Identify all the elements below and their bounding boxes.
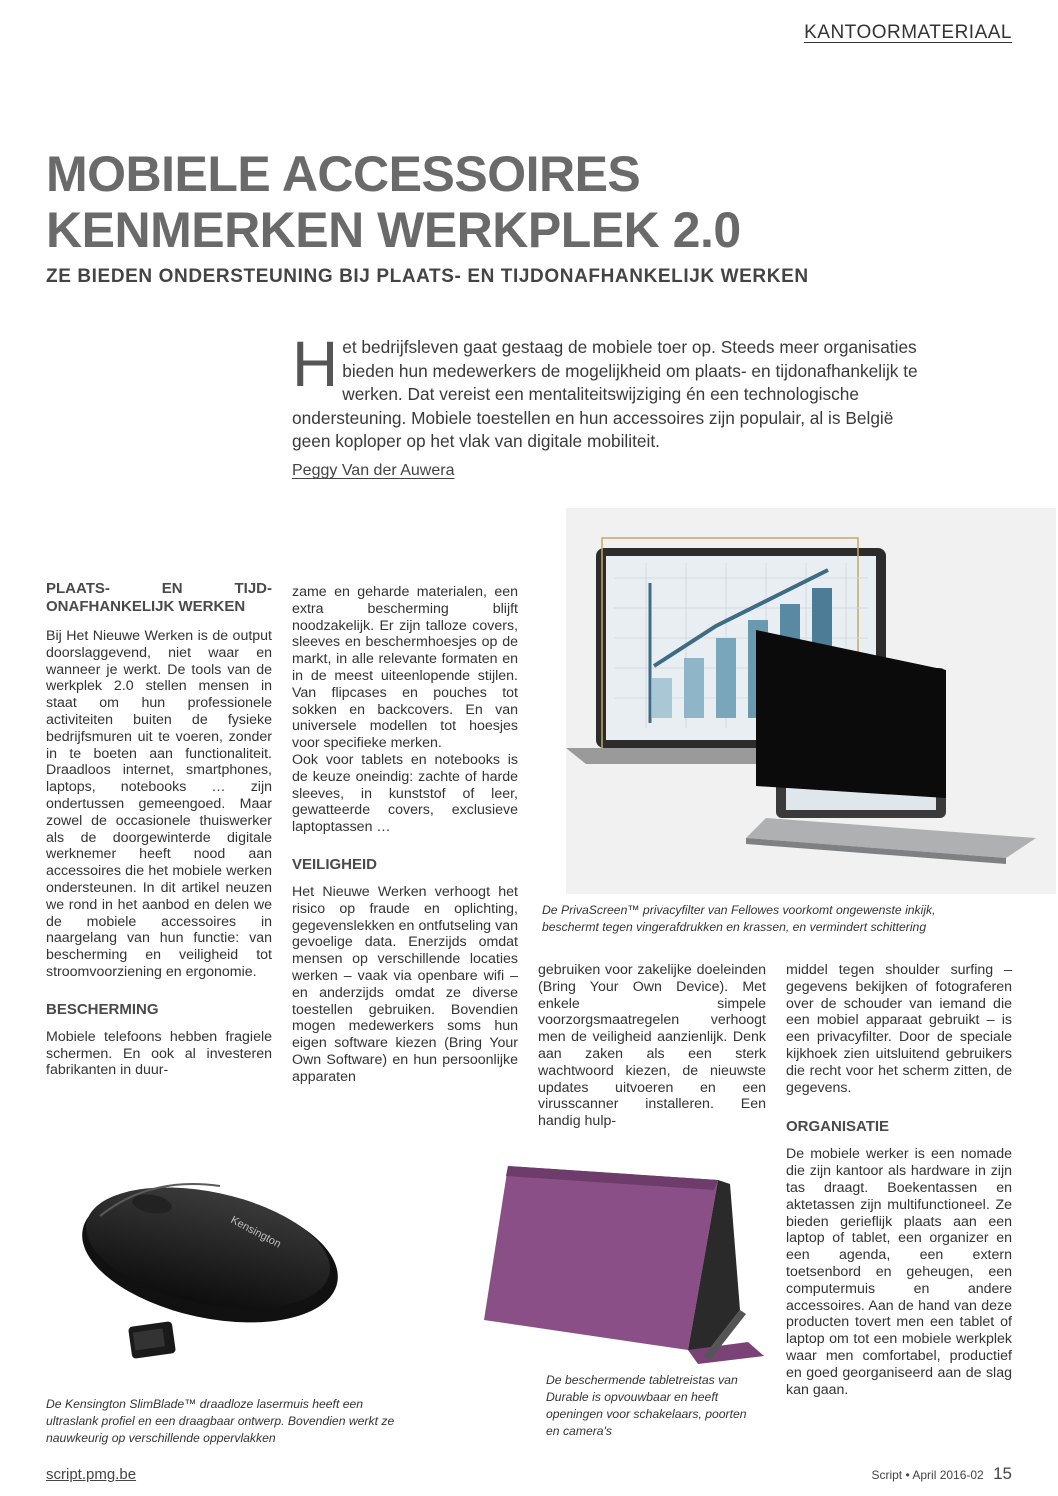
column-4 xyxy=(786,962,1012,1398)
article-author[interactable]: Peggy Van der Auwera xyxy=(292,462,455,479)
footer-issue xyxy=(871,1464,1012,1484)
article-title xyxy=(46,146,946,258)
column-1 xyxy=(46,580,272,1079)
title-line-2: KENMERKEN WERKPLEK 2.0 xyxy=(46,202,741,258)
footer-issue-text: Script • April 2016-02 xyxy=(871,1468,984,1482)
mouse-caption: De Kensington SlimBlade™ draadloze lasermuis heeft een ultraslank profiel en een draagbaar ontwerp. Bovendien werkt ze nauwkeurig op verschillende oppervlakken xyxy=(46,1397,395,1445)
col2-paragraph-1: zame en geharde materialen, een extra bescherming blijft noodzakelijk. Er zijn talloze covers, sleeves en beschermhoesjes op de markt, in alle relevante formaten en in de meest uiteenlopende stijlen. Van flipcases en pouches tot sokken en backcovers. En van universele modellen tot hoesjes voor specifieke merken. xyxy=(292,584,518,752)
privascreen-caption: De PrivaScreen™ privacyfilter van Fellowes voorkomt ongewenste inkijk, beschermt tegen vingerafdrukken en krassen, en vermindert schittering xyxy=(542,903,936,934)
title-line-1: MOBIELE ACCESSOIRES xyxy=(46,146,641,202)
col4-paragraph-2: De mobiele werker is een nomade die zijn kantoor als hardware in zijn tas draagt. Boekentassen en aktetassen zijn multifunctioneel. Ze bieden gerieflijk plaats aan een laptop of tablet, een organizer en een agenda, een extern toetsenbord en geheugen, een computermuis en andere accessoires. Aan de hand van deze producten tovert men een tablet of laptop om tot een mobiele werkplek waar men comfortabel, productief en goed georganiseerd aan de slag kan gaan. xyxy=(786,1146,1012,1398)
col1-paragraph-1: Bij Het Nieuwe Werken is de output doorslaggevend, niet waar en wanneer je werkt. De tools van de werkplek 2.0 stellen mensen in staat om hun professionele activiteiten buiten de fysieke bedrijfsmuren uit te voeren, zonder in te boeten aan functionaliteit. Draadloos internet, smartphones, laptops, notebooks … zijn ondertussen gemeengoed. Maar zowel de occasionele thuiswerker als de doorgewinterde digitale werknemer heeft nood aan accessoires die het mobiele werken ondersteunen. In dit artikel neuzen we rond in het aanbod en delen we de mobiele accessoires in naargelang van hun functie: van bescherming en veiligheid tot stroomvoorziening en ergonomie. xyxy=(46,628,272,980)
col2-paragraph-2: Ook voor tablets en notebooks is de keuze oneindig: zachte of harde sleeves, in kunststof of leer, gewatteerde covers, exclusieve laptoptassen … xyxy=(292,751,518,836)
laptop-illustration xyxy=(566,508,1056,894)
mouse-brand-label: Kensington xyxy=(228,1214,283,1251)
mouse-illustration xyxy=(60,1156,360,1386)
section-tag: KANTOORMATERIAAL xyxy=(804,22,1012,43)
footer-website-link[interactable]: script.pmg.be xyxy=(46,1466,137,1483)
tablet-illustration xyxy=(478,1160,768,1370)
heading-bescherming: BESCHERMING xyxy=(46,1000,159,1018)
col3-paragraph-1: gebruiken voor zakelijke doeleinden (Bring Your Own Device). Met enkele simpele voorzorgsmaatregelen verhoogt men de veiligheid aanzienlijk. Denk aan zaken als een sterk wachtwoord kiezen, de nieuwste updates uitvoeren en een virusscanner installeren. Een handig hulp- xyxy=(538,962,766,1130)
col1-paragraph-2: Mobiele telefoons hebben fragiele schermen. En ook al investeren fabrikanten in duur- xyxy=(46,1028,272,1079)
heading-veiligheid: VEILIGHEID xyxy=(292,855,378,873)
privascreen-laptop-image xyxy=(566,508,1056,894)
article-lead xyxy=(292,328,932,454)
article-subtitle: ZE BIEDEN ONDERSTEUNING BIJ PLAATS- EN TIJDONAFHANKELIJK WERKEN xyxy=(46,266,809,287)
column-2 xyxy=(292,584,518,1086)
col2-paragraph-3: Het Nieuwe Werken verhoogt het risico op fraude en oplichting, gegevenslekken en ontfutseling van gevoelige data. Enerzijds omdat mensen op verschillende locaties werken – vaak via openbare wifi – en anderzijds omdat ze diverse toestellen gebruiken. Bovendien mogen medewerkers soms hun eigen software kiezen (Bring Your Own Software) en hun persoonlijke apparaten xyxy=(292,883,518,1085)
heading-plaats-tijdonafhankelijk: PLAATS- EN TIJD-ONAFHANKELIJK WERKEN xyxy=(46,580,272,615)
tablet-caption: De beschermende tabletreistas van Durable is opvouwbaar en heeft openingen voor schakelaars, poorten en camera's xyxy=(546,1373,747,1438)
kensington-mouse-image xyxy=(60,1156,360,1386)
column-3 xyxy=(538,962,766,1130)
drop-cap: H xyxy=(292,328,339,400)
col4-paragraph-1: middel tegen shoulder surfing – gegevens bekijken of fotograferen over de schouder van iemand die een mobiel apparaat gebruikt – is een privacyfilter. Door de speciale kijkhoek zien uitsluitend gebruikers die recht voor het scherm zitten, de gegevens. xyxy=(786,962,1012,1096)
lead-text: et bedrijfsleven gaat gestaag de mobiele toer op. Steeds meer organisaties bieden hun medewerkers de mogelijkheid om plaats- en tijdonafhankelijk te werken. Dat vereist een mentaliteitswijziging én een technologische ondersteuning. Mobiele toestellen en hun accessoires zijn populair, al is België geen koploper op het vlak van digitale mobiliteit. xyxy=(292,337,918,451)
page-number: 15 xyxy=(993,1464,1012,1483)
heading-organisatie: ORGANISATIE xyxy=(786,1118,890,1136)
durable-tablet-case-image xyxy=(478,1160,768,1370)
